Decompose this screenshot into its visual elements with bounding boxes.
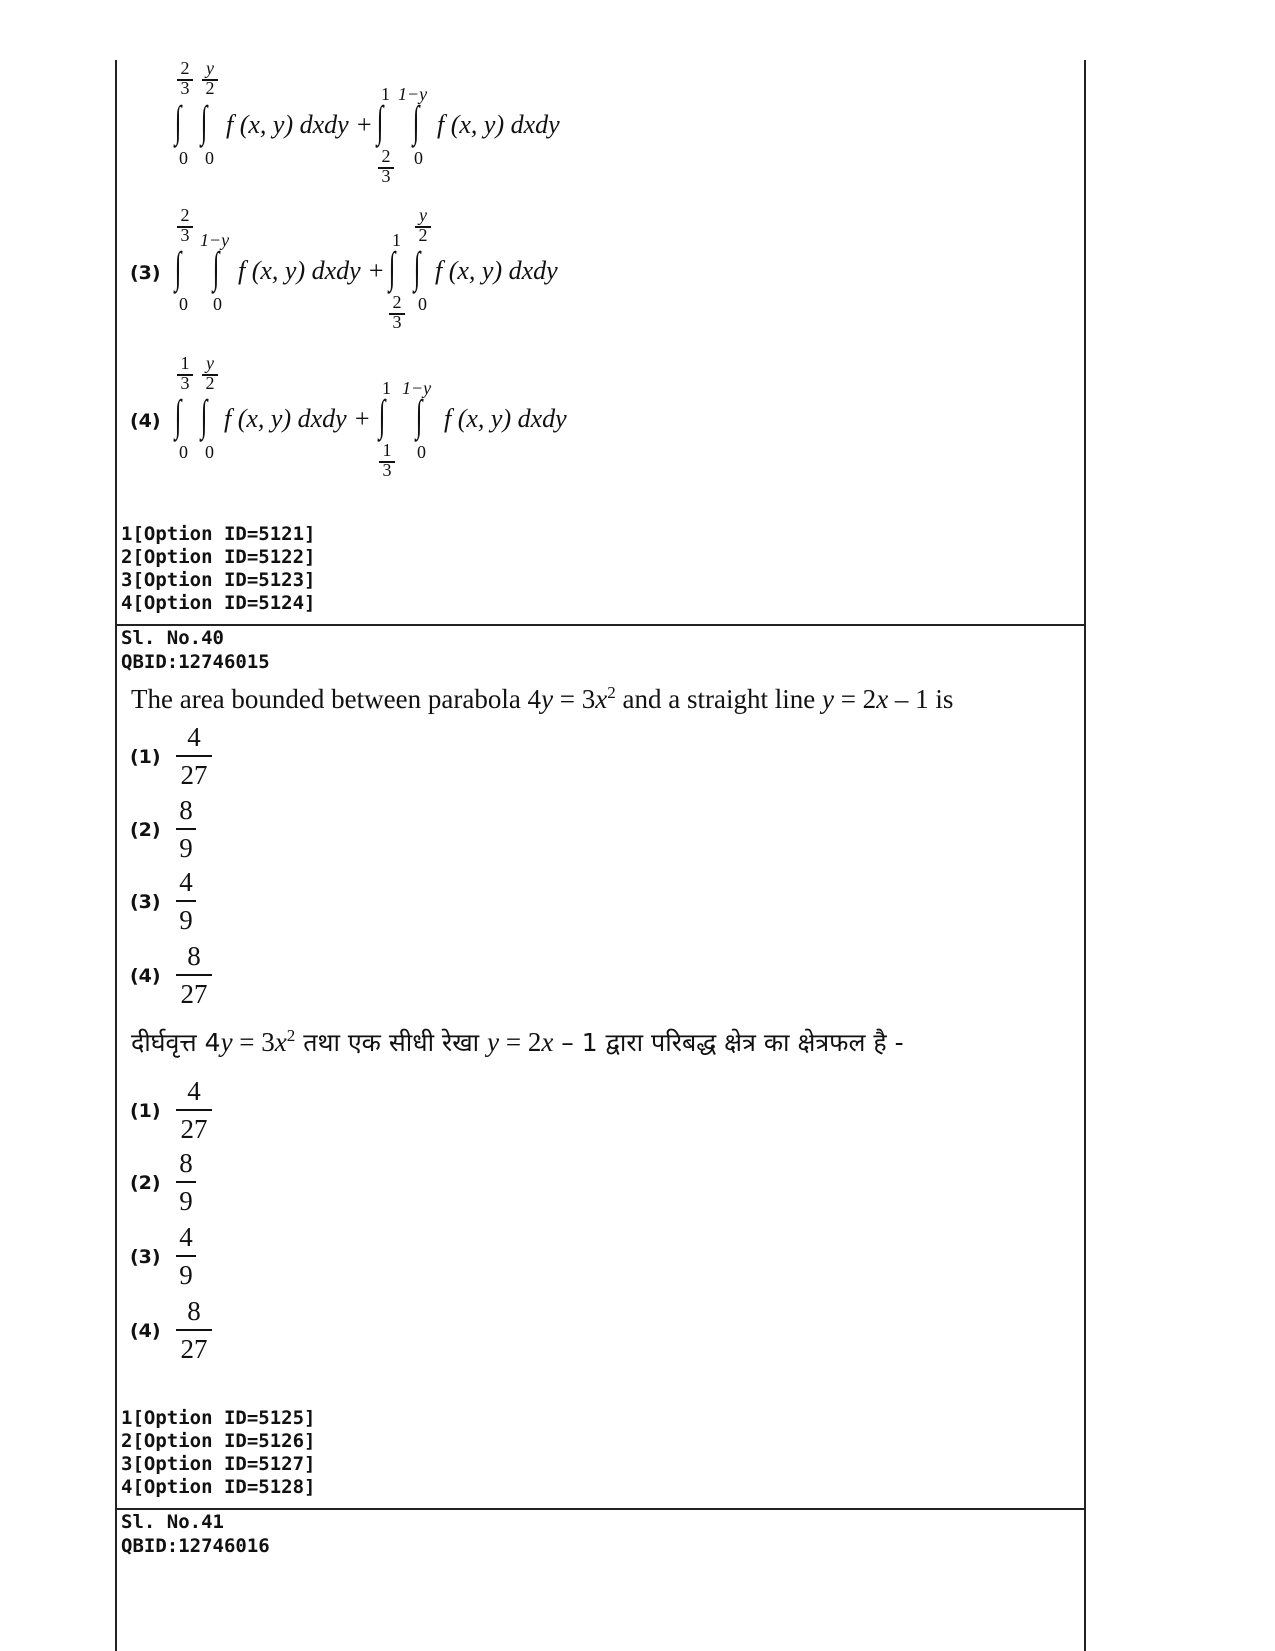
limit-fraction: 1 3 — [379, 440, 395, 481]
option-fraction: 4 27 — [176, 723, 212, 789]
limit-fraction: 2 3 — [177, 58, 193, 99]
option-id: 1[Option ID=5121] — [121, 523, 316, 545]
integrand: f (x, y) dxdy — [444, 404, 567, 433]
option-id: 1[Option ID=5125] — [121, 1407, 316, 1429]
lower-limit: 0 — [205, 442, 214, 462]
option-label: (3) — [130, 891, 161, 913]
option-fraction: 4 9 — [176, 1223, 196, 1289]
option-label: (1) — [130, 746, 161, 768]
integrand: f (x, y) dxdy — [437, 110, 560, 139]
limit-fraction: y 2 — [415, 205, 431, 246]
option-label: (4) — [130, 965, 161, 987]
option-fraction: 8 9 — [176, 1149, 196, 1215]
question-text-hi: दीर्घवृत्त $4y = 3x^2$ तथा एक सीधी रेखा y = 2x – 1 द्वारा परिबद्ध क्षेत्र का क्षेत्रफल है - — [131, 1026, 904, 1057]
lower-limit: 0 — [179, 294, 188, 314]
integral-sign: ∫ — [413, 243, 421, 292]
row-divider — [115, 1508, 1086, 1510]
serial-number: Sl. No.40 — [121, 627, 224, 649]
limit-fraction: y 2 — [202, 58, 218, 99]
lower-limit: 0 — [179, 148, 188, 168]
lower-limit: 0 — [213, 294, 222, 314]
serial-number: Sl. No.41 — [121, 1511, 224, 1533]
integral-sign: ∫ — [388, 243, 396, 292]
integrand: f (x, y) dxdy + — [224, 404, 371, 433]
lower-limit: 0 — [417, 442, 426, 462]
option-label: (3) — [130, 1246, 161, 1268]
integrand: f (x, y) dxdy + — [238, 256, 385, 285]
option-label: (2) — [130, 1172, 161, 1194]
limit-fraction: 2 3 — [389, 292, 405, 333]
limit-fraction: y 2 — [202, 353, 218, 394]
upper-limit: 1 — [382, 378, 391, 398]
option-label: (4) — [130, 1320, 161, 1342]
upper-limit: 1−y — [200, 230, 230, 250]
question-text-en: The area bounded between parabola $4y = 3x^2$ and a straight line y = 2x – 1 is — [131, 683, 954, 714]
upper-limit: 1−y — [402, 378, 432, 398]
upper-limit: 1 — [392, 230, 401, 250]
integral-sign: ∫ — [378, 391, 386, 440]
question-bank-id: QBID:12746016 — [121, 1535, 270, 1557]
integrand: f (x, y) dxdy — [435, 256, 558, 285]
option-fraction: 8 9 — [176, 796, 196, 862]
upper-limit: 1−y — [398, 84, 428, 104]
lower-limit: 0 — [179, 442, 188, 462]
integral-sign: ∫ — [174, 243, 182, 292]
limit-fraction: 2 3 — [378, 146, 394, 187]
limit-fraction: 1 3 — [177, 353, 193, 394]
option-fraction: 8 27 — [176, 942, 212, 1008]
option-fraction: 4 27 — [176, 1077, 212, 1143]
lower-limit: 0 — [414, 148, 423, 168]
question-bank-id: QBID:12746015 — [121, 651, 270, 673]
option-id: 2[Option ID=5126] — [121, 1430, 316, 1452]
integral-sign: ∫ — [174, 97, 182, 146]
option-label: (4) — [130, 410, 161, 432]
integral-sign: ∫ — [200, 391, 208, 440]
row-divider — [115, 624, 1086, 626]
option-id: 3[Option ID=5127] — [121, 1453, 316, 1475]
option-id: 4[Option ID=5128] — [121, 1476, 316, 1498]
option-label: (3) — [130, 262, 161, 284]
lower-limit: 0 — [418, 294, 427, 314]
lower-limit: 0 — [205, 148, 214, 168]
option-id: 3[Option ID=5123] — [121, 569, 316, 591]
option-fraction: 4 9 — [176, 868, 196, 934]
integrand: f (x, y) dxdy + — [226, 110, 373, 139]
option-id: 2[Option ID=5122] — [121, 546, 316, 568]
integral-sign: ∫ — [174, 391, 182, 440]
option-id: 4[Option ID=5124] — [121, 592, 316, 614]
limit-fraction: 2 3 — [177, 205, 193, 246]
upper-limit: 1 — [381, 84, 390, 104]
integral-sign: ∫ — [212, 243, 220, 292]
option-fraction: 8 27 — [176, 1297, 212, 1363]
integral-sign: ∫ — [200, 97, 208, 146]
integral-sign: ∫ — [412, 97, 420, 146]
integral-sign: ∫ — [415, 391, 423, 440]
option-label: (1) — [130, 1100, 161, 1122]
option-label: (2) — [130, 819, 161, 841]
integral-sign: ∫ — [376, 97, 384, 146]
